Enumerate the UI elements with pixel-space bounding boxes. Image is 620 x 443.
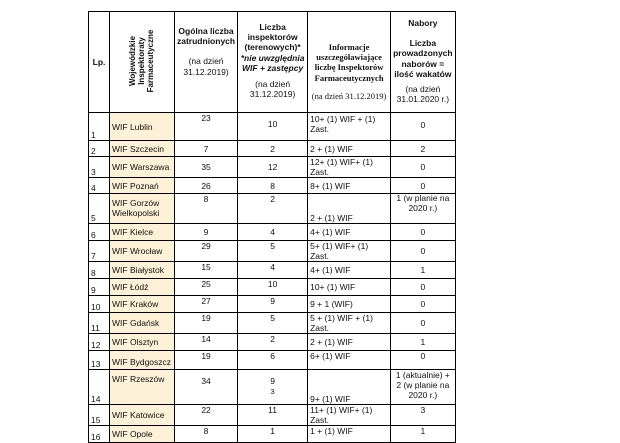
- table-row: [89, 194, 456, 224]
- row-insp: 2: [238, 194, 308, 224]
- row-lp: 4: [89, 178, 110, 194]
- row-insp: 6: [238, 351, 308, 370]
- row-zatr: 27: [175, 296, 238, 313]
- row-zatr: 29: [175, 241, 238, 262]
- row-nab: 2: [391, 141, 456, 157]
- row-lp: 13: [89, 351, 110, 370]
- row-lp: 2: [89, 141, 110, 157]
- row-info: 11+ (1) WIF+ (1) Zast.: [308, 405, 391, 426]
- row-nab: 1 (aktualnie) + 2 (w planie na 2020 r.): [391, 370, 456, 405]
- header-insp-title: Liczba inspektorów (terenowych)*: [244, 22, 301, 53]
- row-name: WIF Szczecin: [110, 141, 175, 157]
- row-info: 4+ (1) WIF: [308, 262, 391, 279]
- row-info: 2 + (1) WIF: [308, 141, 391, 157]
- row-lp: 14: [89, 370, 110, 405]
- table-row: [89, 224, 456, 241]
- header-wif-line1: Wojewódzkie: [128, 35, 138, 86]
- row-name: WIF Kielce: [110, 224, 175, 241]
- header-zatr-date: (na dzień 31.12.2019): [183, 56, 229, 77]
- row-insp-main: 9: [270, 376, 275, 386]
- row-lp: 15: [89, 405, 110, 426]
- row-nab: 0: [391, 241, 456, 262]
- row-info: 10+ (1) WIF + (1) Zast.: [308, 113, 391, 141]
- row-nab: 0: [391, 296, 456, 313]
- row-lp: 10: [89, 296, 110, 313]
- header-lp-label: Lp.: [92, 56, 106, 67]
- row-lp: 7: [89, 241, 110, 262]
- row-info: 2 + (1) WIF: [308, 334, 391, 351]
- row-nab: 0: [391, 313, 456, 334]
- row-lp: 1: [89, 113, 110, 141]
- table-row: [89, 296, 456, 313]
- row-insp: 1: [238, 426, 308, 443]
- row-name: WIF Łódź: [110, 279, 175, 296]
- inspectorate-table: [88, 11, 456, 443]
- row-name: WIF Wrocław: [110, 241, 175, 262]
- table-row: [89, 241, 456, 262]
- row-insp: 10: [238, 279, 308, 296]
- row-name: WIF Bydgoszcz: [110, 351, 175, 370]
- row-nab: 1 (w planie na 2020 r.): [391, 194, 456, 224]
- row-insp: 8: [238, 178, 308, 194]
- table-row: [89, 370, 456, 405]
- row-lp: 8: [89, 262, 110, 279]
- row-insp: 2: [238, 141, 308, 157]
- row-info: 8+ (1) WIF: [308, 178, 391, 194]
- row-nab: 0: [391, 178, 456, 194]
- row-info: 2 + (1) WIF: [308, 194, 391, 224]
- row-zatr: 19: [175, 313, 238, 334]
- row-zatr: 26: [175, 178, 238, 194]
- row-zatr: 8: [175, 426, 238, 443]
- row-info: 1 + (1) WIF: [308, 426, 391, 443]
- header-lp: [89, 12, 110, 113]
- row-insp-extra: 3: [270, 387, 275, 397]
- row-info: 5 + (1) WIF + (1) Zast.: [308, 313, 391, 334]
- header-nabory: [391, 12, 456, 113]
- header-nab-sub: Liczba prowadzonych naborów = ilość wakatów: [393, 38, 453, 79]
- header-wif-line3: Farmaceutyczne: [146, 29, 156, 92]
- row-zatr: 8: [175, 194, 238, 224]
- row-lp: 9: [89, 279, 110, 296]
- header-nab-title: Nabory: [408, 18, 438, 28]
- row-info: 6+ (1) WIF: [308, 351, 391, 370]
- header-nab-date: (na dzień 31.01.2020 r.): [396, 83, 450, 105]
- table-row: [89, 279, 456, 296]
- row-insp: [238, 370, 308, 405]
- row-nab: 0: [391, 157, 456, 178]
- row-nab: 1: [391, 262, 456, 279]
- row-zatr: 14: [175, 334, 238, 351]
- table-row: [89, 334, 456, 351]
- row-info: 4+ (1) WIF: [308, 224, 391, 241]
- row-zatr: 34: [175, 370, 238, 405]
- header-zatr: [175, 12, 238, 113]
- header-info-date: (na dzień 31.12.2019): [311, 90, 387, 101]
- table-row: [89, 351, 456, 370]
- row-insp: 2: [238, 334, 308, 351]
- row-insp: 10: [238, 113, 308, 141]
- row-name: WIF Rzeszów: [110, 370, 175, 405]
- table-row: [89, 313, 456, 334]
- header-wif-line2: Inspektoraty: [137, 36, 147, 85]
- row-nab: 0: [391, 279, 456, 296]
- row-info: 12+ (1) WIF+ (1) Zast.: [308, 157, 391, 178]
- table-row: [89, 113, 456, 141]
- header-zatr-title: Ogólna liczba zatrudnionych: [177, 26, 236, 47]
- row-lp: 11: [89, 313, 110, 334]
- row-nab: 1: [391, 426, 456, 443]
- header-insp: [238, 12, 308, 113]
- row-name: WIF Kraków: [110, 296, 175, 313]
- row-zatr: 7: [175, 141, 238, 157]
- row-insp: 9: [238, 296, 308, 313]
- row-info: 5+ (1) WIF+ (1) Zast.: [308, 241, 391, 262]
- row-info: 10+ (1) WIF: [308, 279, 391, 296]
- header-insp-note: *nie uwzględnia WIF + zastępcy: [240, 52, 305, 73]
- table-row: [89, 262, 456, 279]
- row-lp: 16: [89, 426, 110, 443]
- row-info: 9+ (1) WIF: [308, 370, 391, 405]
- row-nab: 0: [391, 224, 456, 241]
- header-insp-date: (na dzień 31.12.2019): [249, 78, 296, 100]
- header-info: [308, 12, 391, 113]
- header-wif: [110, 12, 175, 113]
- table-row: [89, 426, 456, 443]
- row-zatr: 23: [175, 113, 238, 141]
- row-zatr: 9: [175, 224, 238, 241]
- row-nab: 0: [391, 113, 456, 141]
- row-nab: 3: [391, 405, 456, 426]
- row-insp: 5: [238, 241, 308, 262]
- row-name: WIF Warszawa: [110, 157, 175, 178]
- row-name: WIF Opole: [110, 426, 175, 443]
- row-lp: 5: [89, 194, 110, 224]
- row-zatr: 19: [175, 351, 238, 370]
- row-name: WIF Olsztyn: [110, 334, 175, 351]
- table-row: [89, 141, 456, 157]
- row-zatr: 15: [175, 262, 238, 279]
- row-insp: 4: [238, 224, 308, 241]
- row-info: 9 + 1 (WIF): [308, 296, 391, 313]
- row-lp: 6: [89, 224, 110, 241]
- row-insp: 4: [238, 262, 308, 279]
- table-row: [89, 178, 456, 194]
- row-lp: 3: [89, 157, 110, 178]
- row-zatr: 22: [175, 405, 238, 426]
- row-insp: 11: [238, 405, 308, 426]
- row-nab: 0: [391, 351, 456, 370]
- row-insp: 12: [238, 157, 308, 178]
- table-row: [89, 157, 456, 178]
- row-zatr: 25: [175, 279, 238, 296]
- row-name: WIF Gorzów Wielkopolski: [110, 194, 175, 224]
- table-row: [89, 405, 456, 426]
- row-name: WIF Lublin: [110, 113, 175, 141]
- header-row: [89, 12, 456, 113]
- row-nab: 1: [391, 334, 456, 351]
- row-name: WIF Białystok: [110, 262, 175, 279]
- row-lp: 12: [89, 334, 110, 351]
- row-insp: 5: [238, 313, 308, 334]
- row-name: WIF Gdańsk: [110, 313, 175, 334]
- header-info-title: Informacje uszczegóławiające liczbę Inspektorów Farmaceutycznych: [314, 42, 384, 83]
- row-name: WIF Katowice: [110, 405, 175, 426]
- row-zatr: 35: [175, 157, 238, 178]
- row-name: WIF Poznań: [110, 178, 175, 194]
